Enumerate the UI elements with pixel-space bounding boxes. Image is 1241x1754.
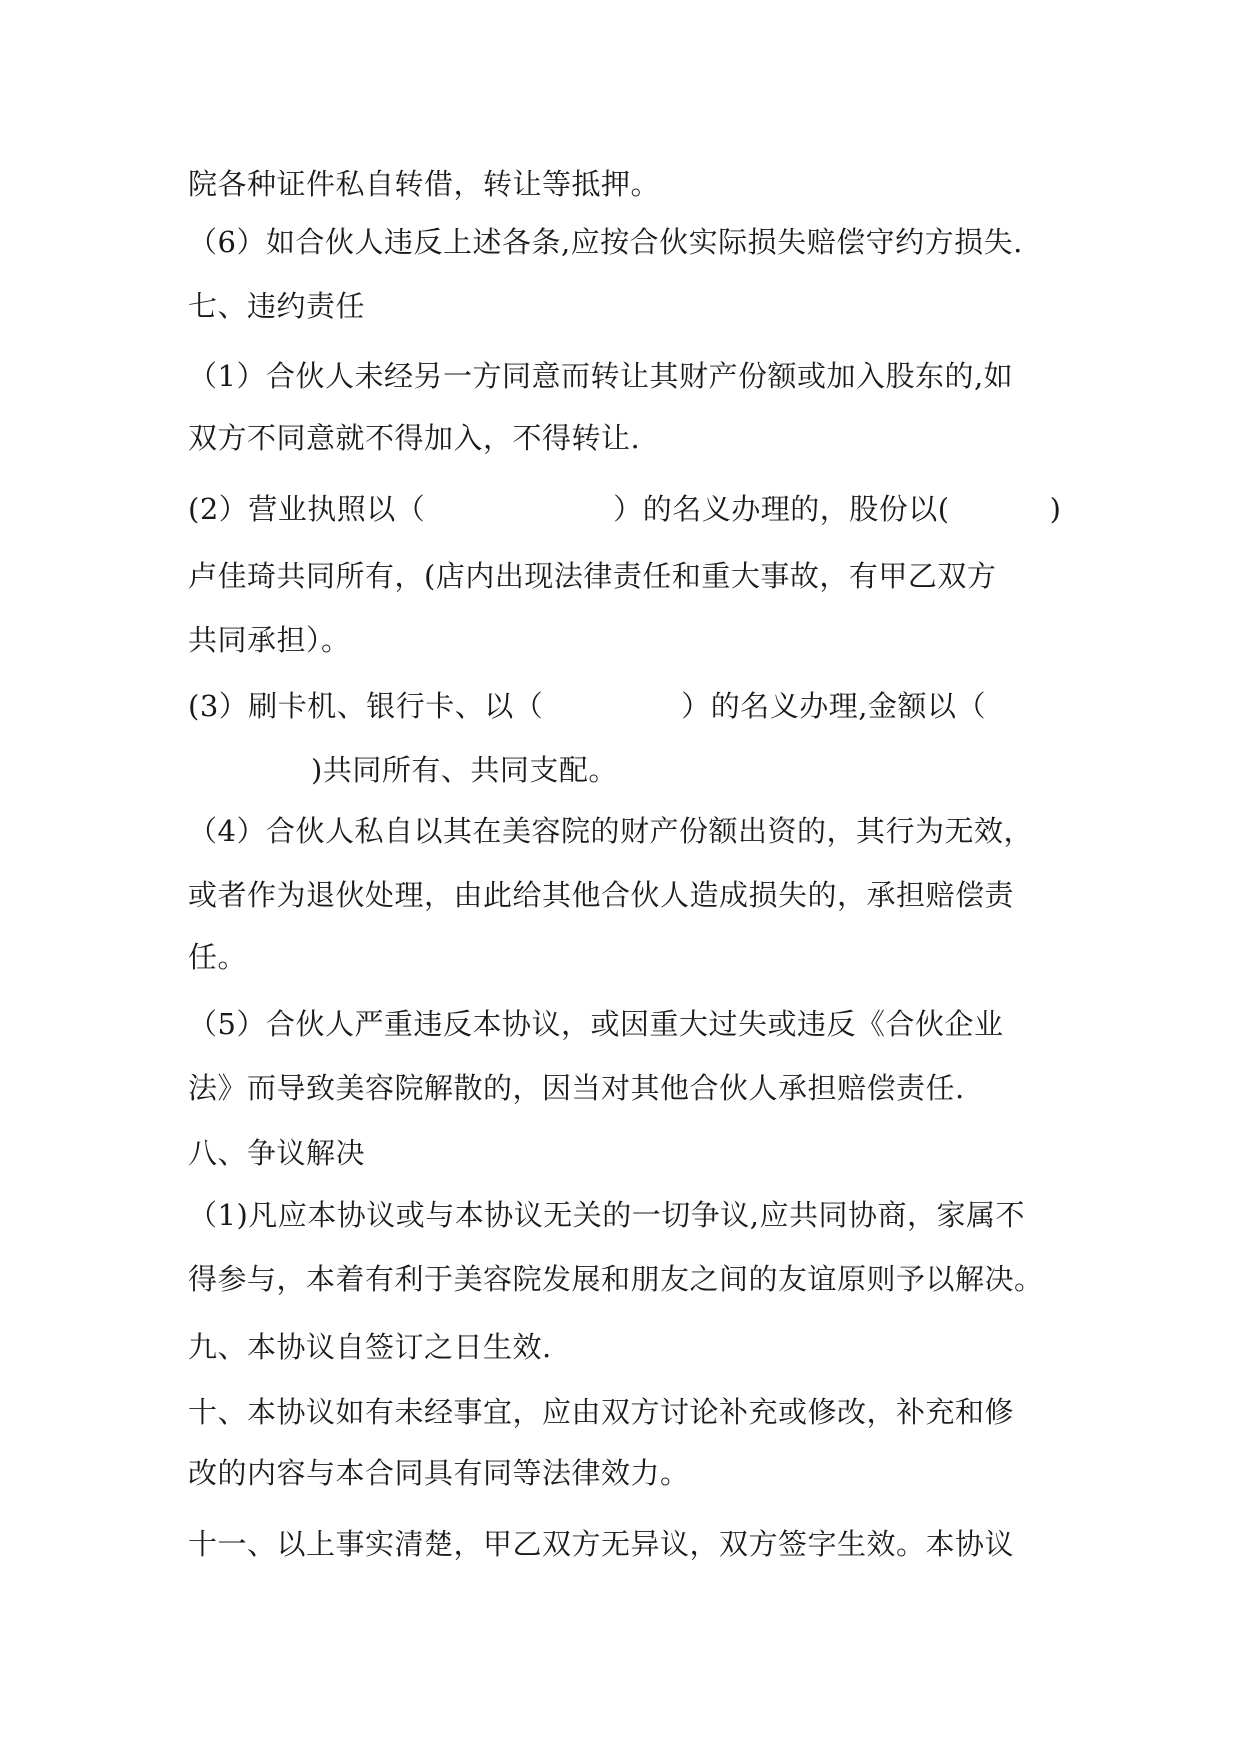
text-segment: ）的名义办理的，股份以( <box>613 492 950 526</box>
text-line-with-blanks <box>188 686 986 726</box>
text-line: （1)凡应本协议或与本协议无关的一切争议,应共同协商，家属不 <box>188 1198 1025 1232</box>
text-line: 十、本协议如有未经事宜，应由双方讨论补充或修改，补充和修 <box>188 1395 1015 1429</box>
text-segment: (3）刷卡机、银行卡、以（ <box>188 689 544 723</box>
text-line: 十一、以上事实清楚，甲乙双方无异议，双方签字生效。本协议 <box>188 1527 1015 1561</box>
text-line: 或者作为退伙处理，由此给其他合伙人造成损失的，承担赔偿责 <box>188 878 1015 912</box>
text-line: 院各种证件私自转借，转让等抵押。 <box>188 167 661 201</box>
section-heading: 九、本协议自签订之日生效. <box>188 1330 552 1364</box>
text-line: 共同承担）。 <box>188 623 351 657</box>
text-line: 改的内容与本合同具有同等法律效力。 <box>188 1456 690 1490</box>
text-line: )共同所有、共同支配。 <box>311 753 618 787</box>
text-segment: ）的名义办理,金额以（ <box>681 689 986 723</box>
text-line: （4）合伙人私自以其在美容院的财产份额出资的，其行为无效， <box>188 814 1033 848</box>
section-heading: 八、争议解决 <box>188 1136 366 1170</box>
text-line-with-blanks <box>188 489 1061 529</box>
text-segment: (2）营业执照以（ <box>188 492 426 526</box>
text-line: 法》而导致美容院解散的，因当对其他合伙人承担赔偿责任. <box>188 1071 965 1105</box>
text-segment: ) <box>1049 492 1062 526</box>
text-line: 双方不同意就不得加入，不得转让. <box>188 421 641 455</box>
text-line: 得参与，本着有利于美容院发展和朋友之间的友谊原则予以解决。 <box>188 1262 1044 1296</box>
text-line: （1）合伙人未经另一方同意而转让其财产份额或加入股东的,如 <box>188 359 1014 393</box>
section-heading: 七、违约责任 <box>188 289 366 323</box>
text-line: （6）如合伙人违反上述各条,应按合伙实际损失赔偿守约方损失. <box>188 225 1023 259</box>
text-line: 卢佳琦共同所有，(店内出现法律责任和重大事故，有甲乙双方 <box>188 559 997 593</box>
text-line: 任。 <box>188 940 248 974</box>
text-line: （5）合伙人严重违反本协议，或因重大过失或违反《合伙企业 <box>188 1007 1004 1041</box>
